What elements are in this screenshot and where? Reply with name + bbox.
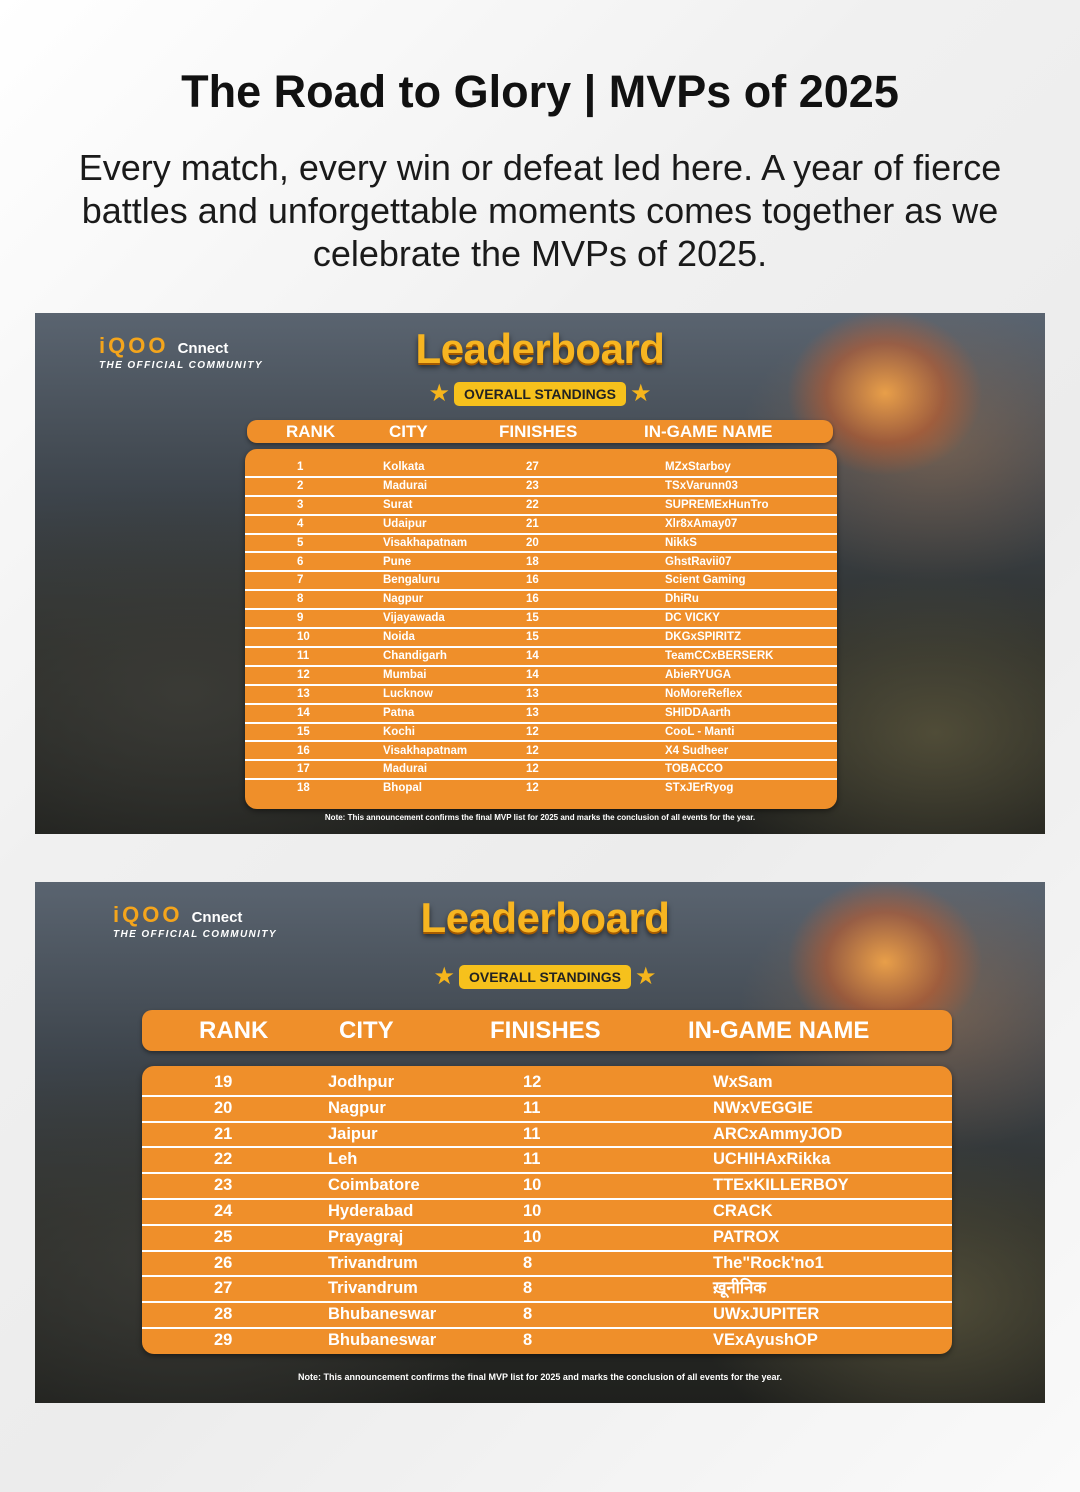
cell-rank: 8	[297, 593, 304, 606]
logo-text: iQOO	[99, 333, 169, 358]
cell-in-game-name: ख़ूनीनिक	[713, 1279, 767, 1298]
cell-rank: 20	[214, 1098, 233, 1117]
cell-rank: 27	[214, 1279, 233, 1298]
header-city: CITY	[339, 1017, 394, 1044]
cell-finishes: 8	[523, 1331, 533, 1349]
star-icon: ★	[433, 963, 456, 990]
table-row	[142, 1200, 952, 1226]
cell-finishes: 21	[526, 517, 539, 530]
cell-rank: 29	[214, 1331, 233, 1349]
cell-in-game-name: PATROX	[713, 1227, 780, 1246]
cell-finishes: 22	[526, 498, 539, 511]
cell-city: Mumbai	[383, 668, 427, 681]
cell-city: Lucknow	[383, 687, 433, 700]
table-row	[245, 516, 837, 535]
cell-in-game-name: STxJErRyog	[665, 782, 734, 795]
cell-rank: 18	[297, 782, 310, 795]
cell-city: Visakhapatnam	[383, 744, 468, 757]
cell-city: Leh	[328, 1150, 358, 1169]
cell-city: Pune	[383, 555, 412, 568]
cell-in-game-name: NoMoreReflex	[665, 687, 743, 700]
header-city: CITY	[389, 422, 428, 441]
cell-rank: 4	[297, 517, 304, 530]
table-row	[245, 554, 837, 573]
cell-city: Kochi	[383, 725, 415, 738]
cell-finishes: 13	[526, 706, 539, 719]
table-row	[245, 591, 837, 610]
table-row	[142, 1252, 952, 1278]
cell-in-game-name: UCHIHAxRikka	[713, 1150, 831, 1169]
cell-in-game-name: NikkS	[665, 536, 697, 549]
table-row	[245, 478, 837, 497]
cell-city: Surat	[383, 498, 413, 511]
cell-rank: 16	[297, 744, 310, 757]
header-in-game-name: IN-GAME NAME	[688, 1017, 870, 1044]
cell-city: Chandigarh	[383, 650, 447, 662]
cell-city: Trivandrum	[328, 1279, 418, 1298]
cell-finishes: 14	[526, 650, 539, 662]
cell-in-game-name: AbieRYUGA	[665, 668, 732, 681]
cell-city: Bhubaneswar	[328, 1331, 437, 1349]
cell-finishes: 8	[523, 1253, 533, 1272]
cell-in-game-name: TeamCCxBERSERK	[665, 650, 774, 662]
cell-rank: 22	[214, 1150, 233, 1169]
cell-city: Coimbatore	[328, 1176, 420, 1195]
leaderboard-title: Leaderboard	[415, 325, 665, 372]
cell-finishes: 18	[526, 555, 539, 568]
cell-finishes: 11	[523, 1098, 541, 1117]
cell-rank: 3	[297, 498, 304, 511]
cell-rank: 9	[297, 612, 304, 625]
cell-in-game-name: Scient Gaming	[665, 574, 746, 587]
table-row	[245, 667, 837, 686]
cell-rank: 10	[297, 631, 310, 644]
table-row	[245, 724, 837, 743]
overall-standings-pill: OVERALL STANDINGS	[459, 965, 631, 989]
cell-in-game-name: DhiRu	[665, 593, 699, 606]
cell-finishes: 15	[526, 631, 539, 644]
leaderboard-table	[245, 449, 837, 809]
cell-city: Madurai	[383, 763, 428, 776]
cell-rank: 23	[214, 1176, 233, 1195]
cell-city: Patna	[383, 706, 415, 719]
cell-rank: 15	[297, 725, 310, 738]
cell-finishes: 16	[526, 574, 539, 587]
table-row	[142, 1277, 952, 1303]
header-finishes: FINISHES	[499, 422, 578, 441]
cell-city: Bhubaneswar	[328, 1305, 437, 1324]
cell-in-game-name: NWxVEGGIE	[713, 1098, 813, 1117]
cell-city: Visakhapatnam	[383, 536, 468, 549]
star-icon: ★	[629, 380, 652, 407]
cell-rank: 19	[214, 1073, 233, 1091]
cell-in-game-name: TOBACCO	[665, 763, 723, 776]
leaderboard-table	[142, 1066, 952, 1354]
cell-finishes: 12	[523, 1073, 542, 1091]
cell-finishes: 10	[523, 1176, 542, 1195]
cell-rank: 11	[297, 650, 310, 662]
cell-rank: 13	[297, 687, 310, 700]
cell-finishes: 10	[523, 1202, 542, 1220]
table-row	[142, 1226, 952, 1252]
cell-in-game-name: The"Rock'no1	[713, 1253, 824, 1272]
cell-finishes: 11	[523, 1150, 541, 1169]
cell-rank: 12	[297, 668, 310, 681]
cell-rank: 6	[297, 555, 304, 568]
cell-finishes: 20	[526, 536, 539, 549]
logo-tagline: THE OFFICIAL COMMUNITY	[99, 360, 263, 371]
cell-in-game-name: MZxStarboy	[665, 461, 731, 473]
cell-in-game-name: GhstRavii07	[665, 555, 732, 568]
leaderboard-banner-1	[35, 313, 1045, 834]
cell-in-game-name: DKGxSPIRITZ	[665, 631, 742, 644]
logo-connect: Cnnect	[191, 909, 243, 926]
cell-city: Trivandrum	[328, 1253, 418, 1272]
cell-finishes: 12	[526, 763, 539, 776]
footnote: Note: This announcement confirms the final MVP list for 2025 and marks the conclusion of all events for the year.	[324, 813, 756, 822]
cell-finishes: 16	[526, 593, 539, 606]
overall-standings-label	[35, 379, 1045, 408]
header-rank: RANK	[199, 1017, 269, 1044]
cell-finishes: 11	[523, 1124, 541, 1143]
cell-city: Udaipur	[383, 517, 427, 530]
cell-city: Jodhpur	[328, 1073, 394, 1091]
cell-rank: 1	[297, 461, 304, 473]
table-row	[245, 497, 837, 516]
cell-in-game-name: X4 Sudheer	[665, 744, 729, 757]
cell-rank: 26	[214, 1253, 233, 1272]
logo-tagline: THE OFFICIAL COMMUNITY	[113, 929, 277, 940]
table-row	[245, 629, 837, 648]
table-row	[142, 1303, 952, 1329]
table-header	[247, 420, 833, 443]
cell-rank: 21	[214, 1124, 233, 1143]
table-row	[142, 1071, 952, 1097]
table-row	[245, 648, 837, 667]
logo-text: iQOO	[113, 902, 183, 927]
cell-in-game-name: CooL - Manti	[665, 725, 735, 738]
cell-in-game-name: DC VICKY	[665, 612, 720, 625]
cell-rank: 28	[214, 1305, 233, 1324]
cell-city: Kolkata	[383, 461, 425, 473]
cell-in-game-name: ARCxAmmyJOD	[713, 1124, 843, 1143]
cell-finishes: 27	[526, 461, 539, 473]
star-icon: ★	[634, 963, 657, 990]
table-row	[245, 743, 837, 762]
table-row	[142, 1329, 952, 1353]
logo-connect: Cnnect	[177, 340, 229, 357]
footnote: Note: This announcement confirms the final MVP list for 2025 and marks the conclusion of all events for the year.	[298, 1372, 782, 1382]
cell-finishes: 14	[526, 668, 539, 681]
star-icon: ★	[428, 380, 451, 407]
cell-city: Prayagraj	[328, 1227, 404, 1246]
table-header	[142, 1010, 952, 1051]
table-row	[245, 761, 837, 780]
cell-city: Nagpur	[383, 593, 424, 606]
cell-city: Jaipur	[328, 1124, 378, 1143]
page-subtitle: Every match, every win or defeat led here. A year of fierce battles and unforgettable moments comes together as we celebrate the MVPs of 2025.	[78, 147, 1002, 274]
cell-city: Bhopal	[383, 782, 422, 795]
cell-finishes: 8	[523, 1279, 533, 1298]
table-row	[142, 1174, 952, 1200]
cell-city: Bengaluru	[383, 574, 440, 587]
table-row	[245, 705, 837, 724]
cell-rank: 17	[297, 763, 310, 776]
cell-in-game-name: SUPREMExHunTro	[665, 498, 769, 511]
header-in-game-name: IN-GAME NAME	[644, 422, 773, 441]
table-row	[245, 686, 837, 705]
cell-finishes: 12	[526, 782, 539, 795]
table-row	[245, 572, 837, 591]
cell-in-game-name: Xlr8xAmay07	[665, 517, 738, 530]
header-rank: RANK	[286, 422, 336, 441]
overall-standings-label	[40, 962, 1045, 991]
cell-in-game-name: WxSam	[713, 1073, 773, 1091]
cell-city: Hyderabad	[328, 1202, 414, 1220]
table-row	[245, 535, 837, 554]
cell-rank: 2	[297, 479, 304, 492]
cell-rank: 14	[297, 706, 310, 719]
cell-rank: 7	[297, 574, 304, 587]
cell-in-game-name: SHIDDAarth	[665, 706, 731, 719]
table-row	[142, 1148, 952, 1174]
cell-finishes: 12	[526, 744, 539, 757]
cell-in-game-name: UWxJUPITER	[713, 1305, 820, 1324]
table-row	[245, 780, 837, 797]
cell-finishes: 15	[526, 612, 539, 625]
table-row	[142, 1097, 952, 1123]
cell-city: Vijayawada	[383, 612, 445, 625]
cell-rank: 24	[214, 1202, 233, 1220]
cell-finishes: 10	[523, 1227, 542, 1246]
overall-standings-pill: OVERALL STANDINGS	[454, 382, 626, 406]
cell-in-game-name: TSxVarunn03	[665, 479, 738, 492]
header-finishes: FINISHES	[490, 1017, 601, 1044]
cell-in-game-name: TTExKILLERBOY	[713, 1176, 849, 1195]
table-row	[245, 459, 837, 478]
cell-finishes: 13	[526, 687, 539, 700]
cell-in-game-name: CRACK	[713, 1202, 773, 1220]
cell-city: Madurai	[383, 479, 428, 492]
table-row	[142, 1123, 952, 1149]
cell-rank: 5	[297, 536, 304, 549]
table-row	[245, 610, 837, 629]
page-title: The Road to Glory | MVPs of 2025	[181, 66, 899, 117]
leaderboard-title: Leaderboard	[420, 894, 670, 941]
cell-city: Noida	[383, 631, 415, 644]
cell-rank: 25	[214, 1227, 233, 1246]
cell-finishes: 12	[526, 725, 539, 738]
leaderboard-banner-2	[35, 882, 1045, 1403]
cell-city: Nagpur	[328, 1098, 386, 1117]
cell-finishes: 8	[523, 1305, 533, 1324]
cell-in-game-name: VExAyushOP	[713, 1331, 818, 1349]
cell-finishes: 23	[526, 479, 539, 492]
